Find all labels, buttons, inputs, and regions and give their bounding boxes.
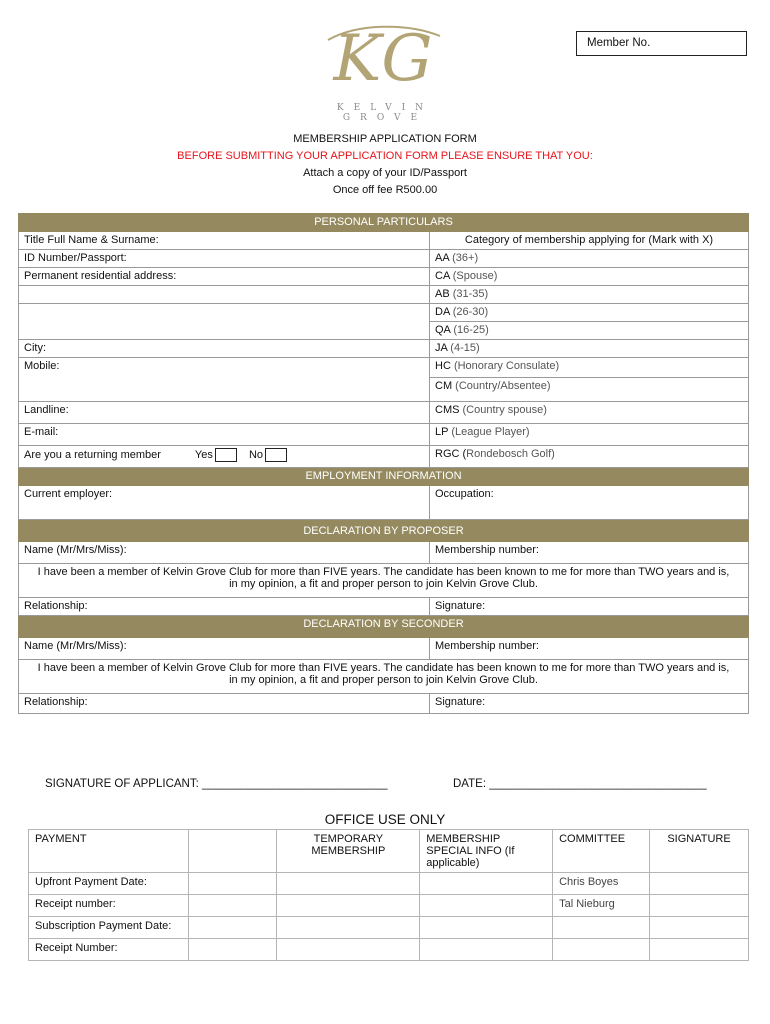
employer-field[interactable]: Current employer: [19, 486, 430, 520]
proposer-membership-number-field[interactable]: Membership number: [430, 542, 749, 564]
seconder-name-field[interactable]: Name (Mr/Mrs/Miss): [19, 638, 430, 660]
application-table [18, 213, 749, 714]
office-cell[interactable] [277, 895, 420, 917]
office-header: COMMITTEE [553, 830, 650, 873]
logo-wordmark: KELVIN GROVE [336, 103, 434, 123]
proposer-relationship-field[interactable]: Relationship: [19, 598, 430, 616]
office-cell[interactable] [188, 917, 277, 939]
id-number-field[interactable]: ID Number/Passport: [19, 250, 430, 268]
address-field[interactable]: Permanent residential address: [19, 268, 430, 286]
warning-text: BEFORE SUBMITTING YOUR APPLICATION FORM PLEASE ENSURE THAT YOU: [177, 150, 593, 162]
office-cell[interactable] [420, 917, 553, 939]
returning-member-row [19, 446, 430, 468]
category-option[interactable]: QA (16-25) [430, 322, 749, 340]
office-cell[interactable] [277, 917, 420, 939]
office-header: SIGNATURE [650, 830, 749, 873]
seconder-heading: DECLARATION BY SECONDER [19, 616, 749, 638]
office-cell[interactable] [188, 873, 277, 895]
no-checkbox[interactable] [265, 448, 287, 462]
office-cell[interactable] [553, 939, 650, 961]
title-name-field[interactable]: Title Full Name & Surname: [19, 232, 430, 250]
category-option[interactable]: AB (31-35) [430, 286, 749, 304]
proposer-signature-field[interactable]: Signature: [430, 598, 749, 616]
member-number-field[interactable] [576, 31, 747, 56]
seconder-relationship-field[interactable]: Relationship: [19, 694, 430, 714]
office-cell[interactable] [277, 873, 420, 895]
category-option[interactable]: AA (36+) [430, 250, 749, 268]
mobile-field[interactable]: Mobile: [19, 358, 430, 402]
category-option[interactable]: JA (4-15) [430, 340, 749, 358]
proposer-heading: DECLARATION BY PROPOSER [19, 520, 749, 542]
seconder-signature-field[interactable]: Signature: [430, 694, 749, 714]
logo-monogram: KG [333, 22, 433, 96]
seconder-membership-number-field[interactable]: Membership number: [430, 638, 749, 660]
proposer-statement: I have been a member of Kelvin Grove Club for more than FIVE years. The candidate has been known to me for more than TWO years and is, in my opinion, a fit and proper person to join Kelvin Grove Club. [19, 564, 749, 598]
instruction-fee: Once off fee R500.00 [332, 184, 438, 196]
category-option[interactable]: CMS (Country spouse) [430, 402, 749, 424]
office-header: MEMBERSHIP SPECIAL INFO (If applicable) [420, 830, 553, 873]
returning-member-label: Are you a returning member [24, 448, 161, 461]
employment-heading: EMPLOYMENT INFORMATION [19, 468, 749, 486]
date-line[interactable]: DATE: __________________________________ [453, 778, 707, 790]
yes-checkbox[interactable] [215, 448, 237, 462]
office-cell[interactable] [420, 873, 553, 895]
office-cell: Receipt number: [29, 895, 189, 917]
office-header: TEMPORARY MEMBERSHIP [277, 830, 420, 873]
office-cell[interactable] [420, 895, 553, 917]
category-heading: Category of membership applying for (Mark with X) [430, 232, 749, 250]
category-option[interactable]: LP (League Player) [430, 424, 749, 446]
office-cell[interactable] [420, 939, 553, 961]
office-cell: Chris Boyes [553, 873, 650, 895]
form-title: MEMBERSHIP APPLICATION FORM [293, 133, 477, 145]
office-cell: Receipt Number: [29, 939, 189, 961]
personal-particulars-heading: PERSONAL PARTICULARS [19, 214, 749, 232]
office-cell[interactable] [277, 939, 420, 961]
office-use-table [28, 829, 749, 961]
category-option[interactable]: RGC (Rondebosch Golf) [430, 446, 749, 468]
office-cell: Tal Nieburg [553, 895, 650, 917]
address-line[interactable] [19, 304, 430, 340]
yes-label: Yes [194, 448, 213, 461]
category-option[interactable]: CA (Spouse) [430, 268, 749, 286]
no-label: No [248, 448, 264, 461]
club-logo [318, 18, 448, 98]
office-header: PAYMENT [29, 830, 189, 873]
office-cell[interactable] [650, 873, 749, 895]
office-cell[interactable] [650, 939, 749, 961]
email-field[interactable]: E-mail: [19, 424, 430, 446]
office-cell[interactable] [650, 917, 749, 939]
address-line[interactable] [19, 286, 430, 304]
proposer-name-field[interactable]: Name (Mr/Mrs/Miss): [19, 542, 430, 564]
city-field[interactable]: City: [19, 340, 430, 358]
landline-field[interactable]: Landline: [19, 402, 430, 424]
office-header [188, 830, 277, 873]
applicant-signature-line[interactable]: SIGNATURE OF APPLICANT: _____________________________ [45, 778, 388, 790]
office-cell[interactable] [188, 939, 277, 961]
seconder-statement: I have been a member of Kelvin Grove Club for more than FIVE years. The candidate has been known to me for more than TWO years and is, in my opinion, a fit and proper person to join Kelvin Grove Club. [19, 660, 749, 694]
member-number-label: Member No. [587, 37, 651, 49]
category-option[interactable]: CM (Country/Absentee) [430, 377, 749, 401]
office-cell: Upfront Payment Date: [29, 873, 189, 895]
office-cell[interactable] [188, 895, 277, 917]
occupation-field[interactable]: Occupation: [430, 486, 749, 520]
instruction-id: Attach a copy of your ID/Passport [303, 167, 467, 179]
category-option[interactable]: HC (Honorary Consulate) [430, 358, 749, 378]
office-cell[interactable] [650, 895, 749, 917]
category-option[interactable]: DA (26-30) [430, 304, 749, 322]
office-cell: Subscription Payment Date: [29, 917, 189, 939]
office-use-title: OFFICE USE ONLY [324, 812, 446, 827]
office-cell[interactable] [553, 917, 650, 939]
